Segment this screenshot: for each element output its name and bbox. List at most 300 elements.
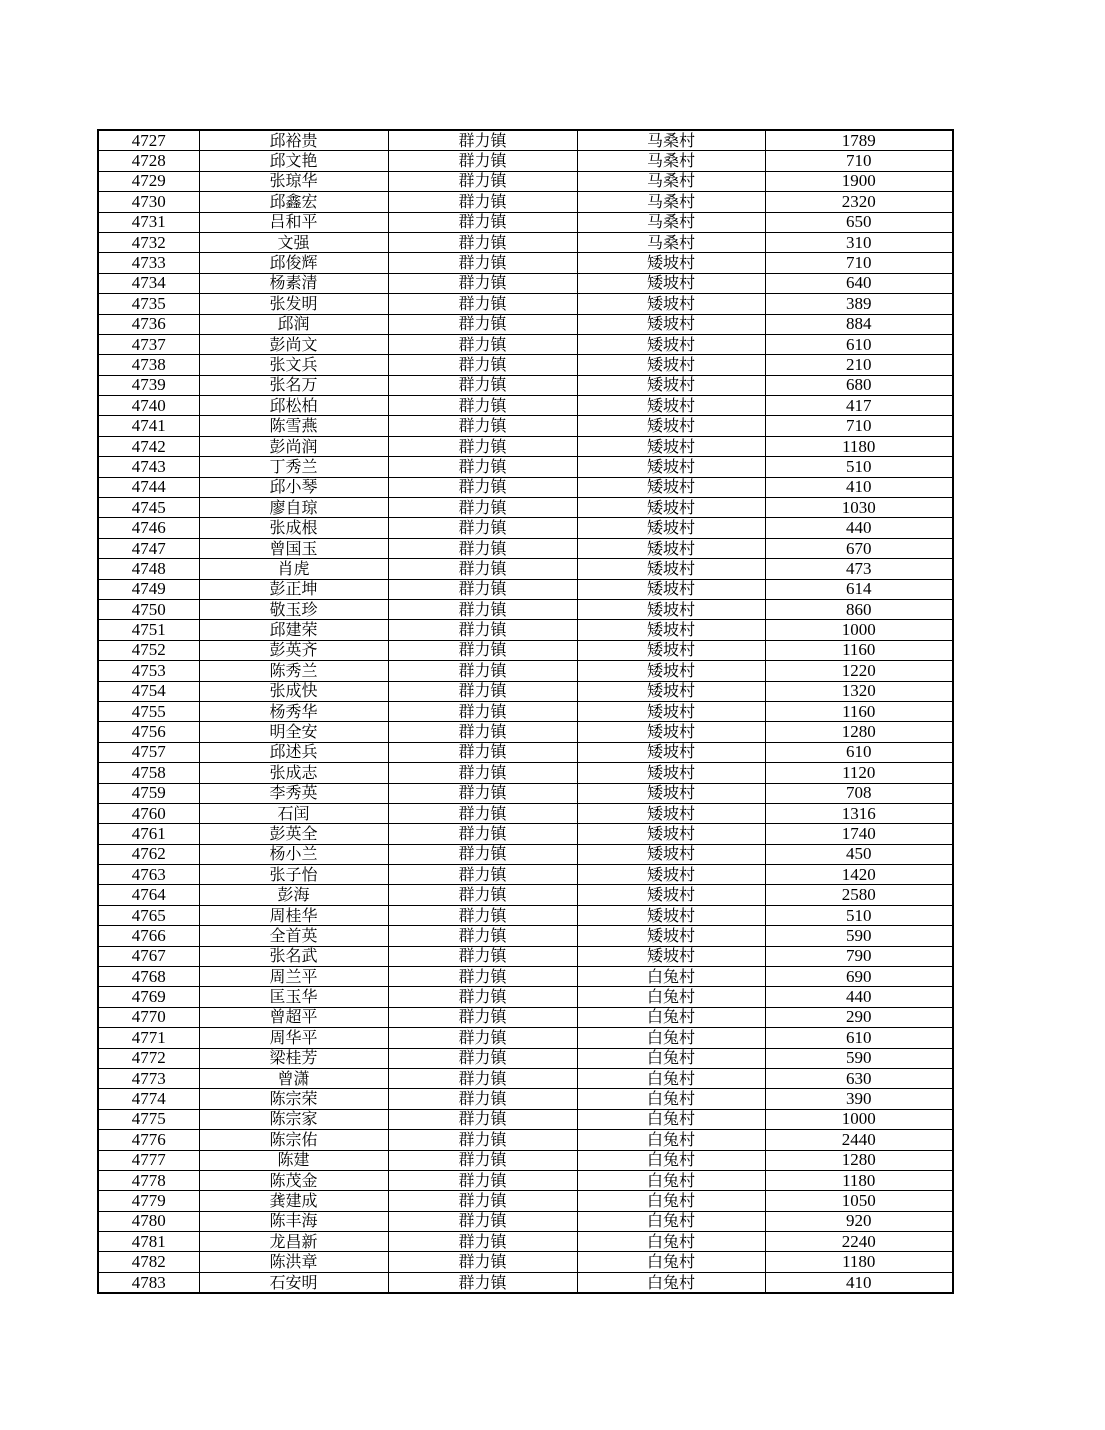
table-row bbox=[98, 742, 953, 762]
record-number-cell: 4763 bbox=[98, 865, 199, 885]
table-row bbox=[98, 151, 953, 171]
name-cell: 彭海 bbox=[199, 885, 388, 905]
town-cell: 群力镇 bbox=[388, 436, 577, 456]
name-cell: 彭正坤 bbox=[199, 579, 388, 599]
village-cell: 矮坡村 bbox=[577, 334, 765, 354]
village-cell: 矮坡村 bbox=[577, 314, 765, 334]
record-number-cell: 4762 bbox=[98, 844, 199, 864]
record-number-cell: 4769 bbox=[98, 987, 199, 1007]
name-cell: 彭英齐 bbox=[199, 640, 388, 660]
amount-cell: 440 bbox=[765, 987, 953, 1007]
record-number-cell: 4756 bbox=[98, 722, 199, 742]
town-cell: 群力镇 bbox=[388, 885, 577, 905]
record-number-cell: 4751 bbox=[98, 620, 199, 640]
name-cell: 肖虎 bbox=[199, 559, 388, 579]
village-cell: 白兔村 bbox=[577, 1109, 765, 1129]
name-cell: 杨秀华 bbox=[199, 701, 388, 721]
table-row bbox=[98, 1170, 953, 1190]
record-number-cell: 4777 bbox=[98, 1150, 199, 1170]
town-cell: 群力镇 bbox=[388, 926, 577, 946]
table-row bbox=[98, 967, 953, 987]
village-cell: 矮坡村 bbox=[577, 457, 765, 477]
town-cell: 群力镇 bbox=[388, 294, 577, 314]
town-cell: 群力镇 bbox=[388, 967, 577, 987]
village-cell: 马桑村 bbox=[577, 212, 765, 232]
village-cell: 矮坡村 bbox=[577, 844, 765, 864]
record-number-cell: 4768 bbox=[98, 967, 199, 987]
amount-cell: 210 bbox=[765, 355, 953, 375]
table-body bbox=[98, 130, 953, 1293]
amount-cell: 2580 bbox=[765, 885, 953, 905]
name-cell: 周桂华 bbox=[199, 905, 388, 925]
amount-cell: 510 bbox=[765, 457, 953, 477]
town-cell: 群力镇 bbox=[388, 1068, 577, 1088]
amount-cell: 860 bbox=[765, 599, 953, 619]
table-row bbox=[98, 498, 953, 518]
name-cell: 陈茂金 bbox=[199, 1170, 388, 1190]
town-cell: 群力镇 bbox=[388, 742, 577, 762]
name-cell: 丁秀兰 bbox=[199, 457, 388, 477]
table-row bbox=[98, 579, 953, 599]
amount-cell: 710 bbox=[765, 253, 953, 273]
village-cell: 矮坡村 bbox=[577, 294, 765, 314]
table-row bbox=[98, 763, 953, 783]
amount-cell: 1180 bbox=[765, 1170, 953, 1190]
amount-cell: 1000 bbox=[765, 1109, 953, 1129]
table-row bbox=[98, 905, 953, 925]
town-cell: 群力镇 bbox=[388, 620, 577, 640]
record-number-cell: 4764 bbox=[98, 885, 199, 905]
name-cell: 邱建荣 bbox=[199, 620, 388, 640]
amount-cell: 1320 bbox=[765, 681, 953, 701]
name-cell: 周兰平 bbox=[199, 967, 388, 987]
town-cell: 群力镇 bbox=[388, 722, 577, 742]
village-cell: 矮坡村 bbox=[577, 436, 765, 456]
record-number-cell: 4761 bbox=[98, 824, 199, 844]
record-number-cell: 4755 bbox=[98, 701, 199, 721]
town-cell: 群力镇 bbox=[388, 273, 577, 293]
town-cell: 群力镇 bbox=[388, 232, 577, 252]
village-cell: 矮坡村 bbox=[577, 783, 765, 803]
town-cell: 群力镇 bbox=[388, 905, 577, 925]
village-cell: 白兔村 bbox=[577, 967, 765, 987]
amount-cell: 389 bbox=[765, 294, 953, 314]
record-number-cell: 4757 bbox=[98, 742, 199, 762]
village-cell: 矮坡村 bbox=[577, 477, 765, 497]
amount-cell: 1220 bbox=[765, 661, 953, 681]
table-row bbox=[98, 824, 953, 844]
name-cell: 陈雪燕 bbox=[199, 416, 388, 436]
table-row bbox=[98, 1048, 953, 1068]
table-row bbox=[98, 171, 953, 191]
village-cell: 矮坡村 bbox=[577, 273, 765, 293]
table-row bbox=[98, 783, 953, 803]
record-number-cell: 4754 bbox=[98, 681, 199, 701]
record-number-cell: 4776 bbox=[98, 1130, 199, 1150]
name-cell: 邱述兵 bbox=[199, 742, 388, 762]
town-cell: 群力镇 bbox=[388, 355, 577, 375]
table-row bbox=[98, 722, 953, 742]
village-cell: 马桑村 bbox=[577, 232, 765, 252]
village-cell: 马桑村 bbox=[577, 151, 765, 171]
table-row bbox=[98, 803, 953, 823]
name-cell: 张发明 bbox=[199, 294, 388, 314]
amount-cell: 1316 bbox=[765, 803, 953, 823]
town-cell: 群力镇 bbox=[388, 1252, 577, 1272]
name-cell: 李秀英 bbox=[199, 783, 388, 803]
record-number-cell: 4733 bbox=[98, 253, 199, 273]
record-number-cell: 4736 bbox=[98, 314, 199, 334]
amount-cell: 610 bbox=[765, 1028, 953, 1048]
name-cell: 龚建成 bbox=[199, 1191, 388, 1211]
table-row bbox=[98, 1109, 953, 1129]
town-cell: 群力镇 bbox=[388, 1211, 577, 1231]
record-number-cell: 4767 bbox=[98, 946, 199, 966]
record-number-cell: 4774 bbox=[98, 1089, 199, 1109]
name-cell: 邱润 bbox=[199, 314, 388, 334]
town-cell: 群力镇 bbox=[388, 1130, 577, 1150]
name-cell: 龙昌新 bbox=[199, 1232, 388, 1252]
record-number-cell: 4765 bbox=[98, 905, 199, 925]
town-cell: 群力镇 bbox=[388, 396, 577, 416]
name-cell: 陈建 bbox=[199, 1150, 388, 1170]
table-row bbox=[98, 334, 953, 354]
town-cell: 群力镇 bbox=[388, 1028, 577, 1048]
name-cell: 吕和平 bbox=[199, 212, 388, 232]
name-cell: 张子怡 bbox=[199, 865, 388, 885]
town-cell: 群力镇 bbox=[388, 538, 577, 558]
table-row bbox=[98, 701, 953, 721]
table-row bbox=[98, 355, 953, 375]
table-row bbox=[98, 416, 953, 436]
town-cell: 群力镇 bbox=[388, 171, 577, 191]
village-cell: 矮坡村 bbox=[577, 661, 765, 681]
name-cell: 石安明 bbox=[199, 1272, 388, 1293]
name-cell: 杨小兰 bbox=[199, 844, 388, 864]
name-cell: 张文兵 bbox=[199, 355, 388, 375]
record-number-cell: 4739 bbox=[98, 375, 199, 395]
name-cell: 陈秀兰 bbox=[199, 661, 388, 681]
village-cell: 矮坡村 bbox=[577, 599, 765, 619]
village-cell: 矮坡村 bbox=[577, 926, 765, 946]
table-row bbox=[98, 946, 953, 966]
town-cell: 群力镇 bbox=[388, 783, 577, 803]
table-row bbox=[98, 1007, 953, 1027]
name-cell: 邱裕贵 bbox=[199, 130, 388, 151]
town-cell: 群力镇 bbox=[388, 1089, 577, 1109]
record-number-cell: 4737 bbox=[98, 334, 199, 354]
village-cell: 矮坡村 bbox=[577, 865, 765, 885]
amount-cell: 590 bbox=[765, 1048, 953, 1068]
name-cell: 敬玉珍 bbox=[199, 599, 388, 619]
record-number-cell: 4753 bbox=[98, 661, 199, 681]
amount-cell: 650 bbox=[765, 212, 953, 232]
town-cell: 群力镇 bbox=[388, 824, 577, 844]
town-cell: 群力镇 bbox=[388, 640, 577, 660]
table-row bbox=[98, 987, 953, 1007]
record-number-cell: 4779 bbox=[98, 1191, 199, 1211]
village-cell: 矮坡村 bbox=[577, 885, 765, 905]
name-cell: 曾潇 bbox=[199, 1068, 388, 1088]
town-cell: 群力镇 bbox=[388, 599, 577, 619]
name-cell: 邱松柏 bbox=[199, 396, 388, 416]
village-cell: 白兔村 bbox=[577, 987, 765, 1007]
table-row bbox=[98, 559, 953, 579]
table-row bbox=[98, 1272, 953, 1293]
village-cell: 矮坡村 bbox=[577, 253, 765, 273]
name-cell: 周华平 bbox=[199, 1028, 388, 1048]
record-number-cell: 4741 bbox=[98, 416, 199, 436]
amount-cell: 390 bbox=[765, 1089, 953, 1109]
table-row bbox=[98, 273, 953, 293]
village-cell: 矮坡村 bbox=[577, 905, 765, 925]
town-cell: 群力镇 bbox=[388, 701, 577, 721]
record-number-cell: 4778 bbox=[98, 1170, 199, 1190]
name-cell: 彭尚润 bbox=[199, 436, 388, 456]
amount-cell: 630 bbox=[765, 1068, 953, 1088]
name-cell: 张名武 bbox=[199, 946, 388, 966]
amount-cell: 710 bbox=[765, 416, 953, 436]
village-cell: 矮坡村 bbox=[577, 803, 765, 823]
town-cell: 群力镇 bbox=[388, 681, 577, 701]
amount-cell: 290 bbox=[765, 1007, 953, 1027]
record-number-cell: 4728 bbox=[98, 151, 199, 171]
village-cell: 白兔村 bbox=[577, 1191, 765, 1211]
amount-cell: 710 bbox=[765, 151, 953, 171]
town-cell: 群力镇 bbox=[388, 1232, 577, 1252]
town-cell: 群力镇 bbox=[388, 1272, 577, 1293]
amount-cell: 1280 bbox=[765, 1150, 953, 1170]
amount-cell: 510 bbox=[765, 905, 953, 925]
name-cell: 邱小琴 bbox=[199, 477, 388, 497]
amount-cell: 1160 bbox=[765, 640, 953, 660]
table-row bbox=[98, 844, 953, 864]
village-cell: 矮坡村 bbox=[577, 722, 765, 742]
table-row bbox=[98, 436, 953, 456]
amount-cell: 1789 bbox=[765, 130, 953, 151]
name-cell: 明全安 bbox=[199, 722, 388, 742]
name-cell: 陈丰海 bbox=[199, 1211, 388, 1231]
record-number-cell: 4730 bbox=[98, 192, 199, 212]
table-row bbox=[98, 518, 953, 538]
amount-cell: 440 bbox=[765, 518, 953, 538]
record-number-cell: 4780 bbox=[98, 1211, 199, 1231]
record-number-cell: 4783 bbox=[98, 1272, 199, 1293]
name-cell: 全首英 bbox=[199, 926, 388, 946]
name-cell: 曾国玉 bbox=[199, 538, 388, 558]
village-cell: 白兔村 bbox=[577, 1007, 765, 1027]
table-row bbox=[98, 661, 953, 681]
table-row bbox=[98, 212, 953, 232]
town-cell: 群力镇 bbox=[388, 498, 577, 518]
village-cell: 矮坡村 bbox=[577, 946, 765, 966]
town-cell: 群力镇 bbox=[388, 192, 577, 212]
record-number-cell: 4745 bbox=[98, 498, 199, 518]
town-cell: 群力镇 bbox=[388, 1109, 577, 1129]
village-cell: 白兔村 bbox=[577, 1150, 765, 1170]
amount-cell: 410 bbox=[765, 477, 953, 497]
table-row bbox=[98, 477, 953, 497]
village-cell: 矮坡村 bbox=[577, 742, 765, 762]
name-cell: 张成快 bbox=[199, 681, 388, 701]
town-cell: 群力镇 bbox=[388, 661, 577, 681]
record-number-cell: 4729 bbox=[98, 171, 199, 191]
town-cell: 群力镇 bbox=[388, 1150, 577, 1170]
amount-cell: 2320 bbox=[765, 192, 953, 212]
town-cell: 群力镇 bbox=[388, 518, 577, 538]
town-cell: 群力镇 bbox=[388, 375, 577, 395]
record-number-cell: 4743 bbox=[98, 457, 199, 477]
village-cell: 矮坡村 bbox=[577, 498, 765, 518]
record-number-cell: 4727 bbox=[98, 130, 199, 151]
village-cell: 白兔村 bbox=[577, 1028, 765, 1048]
village-cell: 马桑村 bbox=[577, 130, 765, 151]
name-cell: 杨素清 bbox=[199, 273, 388, 293]
town-cell: 群力镇 bbox=[388, 763, 577, 783]
name-cell: 陈宗荣 bbox=[199, 1089, 388, 1109]
record-number-cell: 4781 bbox=[98, 1232, 199, 1252]
village-cell: 矮坡村 bbox=[577, 763, 765, 783]
village-cell: 白兔村 bbox=[577, 1272, 765, 1293]
village-cell: 矮坡村 bbox=[577, 396, 765, 416]
town-cell: 群力镇 bbox=[388, 457, 577, 477]
town-cell: 群力镇 bbox=[388, 130, 577, 151]
amount-cell: 2240 bbox=[765, 1232, 953, 1252]
table-row bbox=[98, 926, 953, 946]
table-row bbox=[98, 1232, 953, 1252]
amount-cell: 690 bbox=[765, 967, 953, 987]
record-number-cell: 4760 bbox=[98, 803, 199, 823]
table-row bbox=[98, 253, 953, 273]
village-cell: 马桑村 bbox=[577, 192, 765, 212]
amount-cell: 1180 bbox=[765, 1252, 953, 1272]
amount-cell: 473 bbox=[765, 559, 953, 579]
table-row bbox=[98, 375, 953, 395]
record-number-cell: 4731 bbox=[98, 212, 199, 232]
record-number-cell: 4766 bbox=[98, 926, 199, 946]
village-cell: 矮坡村 bbox=[577, 681, 765, 701]
table-row bbox=[98, 1191, 953, 1211]
town-cell: 群力镇 bbox=[388, 151, 577, 171]
amount-cell: 610 bbox=[765, 334, 953, 354]
record-number-cell: 4732 bbox=[98, 232, 199, 252]
town-cell: 群力镇 bbox=[388, 416, 577, 436]
record-number-cell: 4734 bbox=[98, 273, 199, 293]
name-cell: 邱俊辉 bbox=[199, 253, 388, 273]
village-cell: 矮坡村 bbox=[577, 824, 765, 844]
town-cell: 群力镇 bbox=[388, 803, 577, 823]
table-row bbox=[98, 1068, 953, 1088]
table-row bbox=[98, 396, 953, 416]
name-cell: 文强 bbox=[199, 232, 388, 252]
amount-cell: 417 bbox=[765, 396, 953, 416]
record-number-cell: 4758 bbox=[98, 763, 199, 783]
village-cell: 白兔村 bbox=[577, 1089, 765, 1109]
village-cell: 白兔村 bbox=[577, 1170, 765, 1190]
amount-cell: 1030 bbox=[765, 498, 953, 518]
amount-cell: 450 bbox=[765, 844, 953, 864]
town-cell: 群力镇 bbox=[388, 334, 577, 354]
table-row bbox=[98, 885, 953, 905]
village-cell: 矮坡村 bbox=[577, 620, 765, 640]
record-number-cell: 4772 bbox=[98, 1048, 199, 1068]
amount-cell: 920 bbox=[765, 1211, 953, 1231]
amount-cell: 640 bbox=[765, 273, 953, 293]
name-cell: 陈宗佑 bbox=[199, 1130, 388, 1150]
table-row bbox=[98, 232, 953, 252]
record-number-cell: 4759 bbox=[98, 783, 199, 803]
record-number-cell: 4735 bbox=[98, 294, 199, 314]
village-cell: 白兔村 bbox=[577, 1068, 765, 1088]
village-cell: 白兔村 bbox=[577, 1130, 765, 1150]
town-cell: 群力镇 bbox=[388, 1170, 577, 1190]
record-number-cell: 4746 bbox=[98, 518, 199, 538]
amount-cell: 1900 bbox=[765, 171, 953, 191]
table-row bbox=[98, 620, 953, 640]
record-number-cell: 4770 bbox=[98, 1007, 199, 1027]
table-row bbox=[98, 457, 953, 477]
amount-cell: 1420 bbox=[765, 865, 953, 885]
name-cell: 廖自琼 bbox=[199, 498, 388, 518]
table-row bbox=[98, 681, 953, 701]
village-cell: 矮坡村 bbox=[577, 579, 765, 599]
amount-cell: 310 bbox=[765, 232, 953, 252]
village-cell: 白兔村 bbox=[577, 1211, 765, 1231]
village-cell: 矮坡村 bbox=[577, 416, 765, 436]
record-number-cell: 4752 bbox=[98, 640, 199, 660]
village-cell: 马桑村 bbox=[577, 171, 765, 191]
amount-cell: 614 bbox=[765, 579, 953, 599]
name-cell: 石闰 bbox=[199, 803, 388, 823]
table-row bbox=[98, 192, 953, 212]
table-row bbox=[98, 1130, 953, 1150]
town-cell: 群力镇 bbox=[388, 579, 577, 599]
table-row bbox=[98, 1089, 953, 1109]
name-cell: 邱鑫宏 bbox=[199, 192, 388, 212]
town-cell: 群力镇 bbox=[388, 477, 577, 497]
name-cell: 彭尚文 bbox=[199, 334, 388, 354]
village-cell: 白兔村 bbox=[577, 1048, 765, 1068]
table-row bbox=[98, 1211, 953, 1231]
amount-cell: 1120 bbox=[765, 763, 953, 783]
table-row bbox=[98, 1028, 953, 1048]
name-cell: 陈洪章 bbox=[199, 1252, 388, 1272]
town-cell: 群力镇 bbox=[388, 212, 577, 232]
village-cell: 矮坡村 bbox=[577, 355, 765, 375]
town-cell: 群力镇 bbox=[388, 1048, 577, 1068]
village-cell: 白兔村 bbox=[577, 1252, 765, 1272]
record-number-cell: 4782 bbox=[98, 1252, 199, 1272]
name-cell: 张名万 bbox=[199, 375, 388, 395]
name-cell: 陈宗家 bbox=[199, 1109, 388, 1129]
amount-cell: 1160 bbox=[765, 701, 953, 721]
town-cell: 群力镇 bbox=[388, 844, 577, 864]
amount-cell: 708 bbox=[765, 783, 953, 803]
amount-cell: 1740 bbox=[765, 824, 953, 844]
record-number-cell: 4775 bbox=[98, 1109, 199, 1129]
amount-cell: 1180 bbox=[765, 436, 953, 456]
amount-cell: 680 bbox=[765, 375, 953, 395]
amount-cell: 1280 bbox=[765, 722, 953, 742]
table-row bbox=[98, 1150, 953, 1170]
town-cell: 群力镇 bbox=[388, 253, 577, 273]
amount-cell: 610 bbox=[765, 742, 953, 762]
table-row bbox=[98, 294, 953, 314]
amount-cell: 590 bbox=[765, 926, 953, 946]
amount-cell: 410 bbox=[765, 1272, 953, 1293]
amount-cell: 790 bbox=[765, 946, 953, 966]
village-cell: 矮坡村 bbox=[577, 538, 765, 558]
